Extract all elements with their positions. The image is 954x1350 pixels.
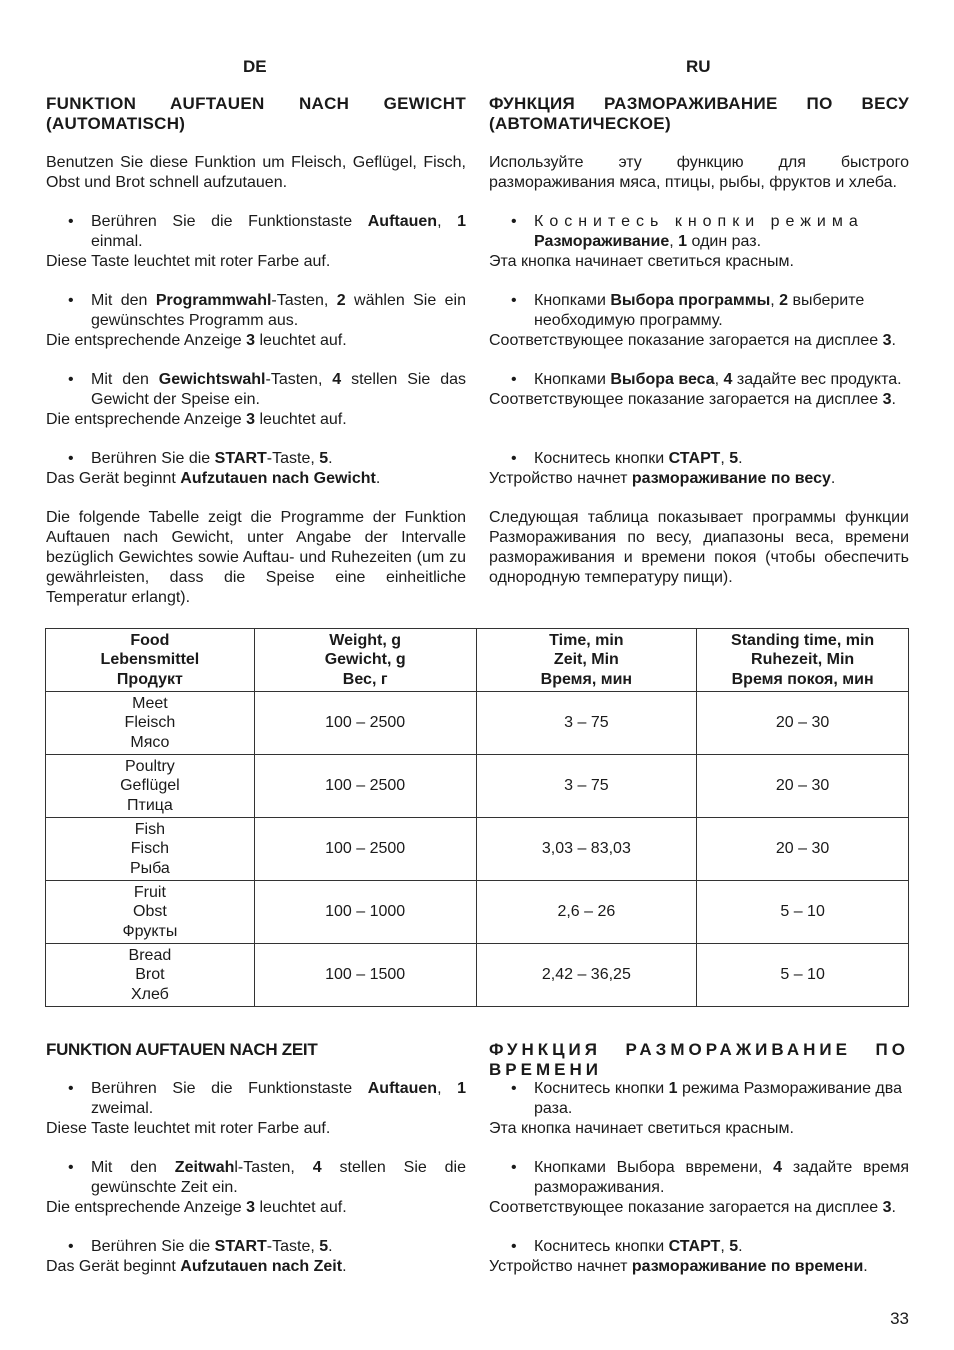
time-cell: 2,6 – 26 — [476, 881, 697, 944]
standing-time-cell: 20 – 30 — [697, 755, 909, 818]
table-row — [46, 944, 909, 1007]
ru-section-title: ФУНКЦИЯ РАЗМОРАЖИВАНИЕ ПО ВЕСУ (АВТОМАТИЧЕСКОЕ) — [489, 94, 909, 133]
standing-time-cell: 20 – 30 — [697, 818, 909, 881]
start-key-label: START — [214, 450, 267, 467]
ru-time-step-1-note: Эта кнопка начинает светиться красным. — [489, 1120, 794, 1137]
de-step-2-note: Die entsprechende Anzeige 3 leuchtet auf. — [46, 332, 347, 349]
ru-step-1: • Коснитесь кнопки режима Размораживание, 1 один раз. Эта кнопка начинает светиться красным. — [489, 212, 909, 272]
gewichtswahl-key-label: Gewichtswahl — [158, 371, 266, 388]
ru-step-2-note: Соответствующее показание загорается на дисплее 3. — [489, 332, 896, 349]
food-cell: Bread Brot Хлеб — [46, 944, 255, 1007]
page-number: 33 — [890, 1309, 909, 1328]
food-cell: Fish Fisch Рыба — [46, 818, 255, 881]
de-step-3-note: Die entsprechende Anzeige 3 leuchtet auf. — [46, 411, 347, 428]
de-step-2: • Mit den Programmwahl-Tasten, 2 wählen Sie ein gewünschtes Programm aus. Die entsprechende Anzeige 3 leuchtet auf. — [46, 291, 466, 351]
de-time-step-1: • Berühren Sie die Funktionstaste Auftauen, 1 zweimal. Diese Taste leuchtet mit roter Farbe auf. — [46, 1079, 466, 1139]
de-section-title-2: FUNKTION AUFTAUEN NACH ZEIT — [46, 1040, 318, 1059]
weight-cell: 100 – 1000 — [254, 881, 476, 944]
time-cell: 3 – 75 — [476, 755, 697, 818]
standing-time-cell: 5 – 10 — [697, 944, 909, 1007]
ru-time-step-3: • Коснитесь кнопки СТАРТ, 5. Устройство начнет размораживание по времени. — [489, 1237, 909, 1277]
ru-time-step-3-note: Устройство начнет размораживание по времени. — [489, 1258, 868, 1275]
ru-table-intro: Следующая таблица показывает программы функции Размораживания по весу, диапазоны веса, времени размораживания и времени покоя (чтобы обеспечить однородную температуру пищи). — [489, 509, 909, 586]
time-cell: 3 – 75 — [476, 692, 697, 755]
ru-time-step-2-note: Соответствующее показание загорается на дисплее 3. — [489, 1199, 896, 1216]
zeitwahl-key-label: Zeitwah — [174, 1159, 235, 1176]
header-time: Time, min Zeit, Min Время, мин — [476, 629, 697, 692]
table-header-row — [46, 629, 909, 692]
de-time-step-2: • Mit den Zeitwahl-Tasten, 4 stellen Sie die gewünschte Zeit ein. Die entsprechende Anzeige 3 leuchtet auf. — [46, 1158, 466, 1218]
weight-cell: 100 – 1500 — [254, 944, 476, 1007]
de-step-4-note: Das Gerät beginnt Aufzutauen nach Gewicht. — [46, 470, 381, 487]
table-row — [46, 818, 909, 881]
weight-cell: 100 – 2500 — [254, 692, 476, 755]
header-weight: Weight, g Gewicht, g Вес, г — [254, 629, 476, 692]
ru-step-4-note: Устройство начнет размораживание по весу. — [489, 470, 836, 487]
weight-cell: 100 – 2500 — [254, 818, 476, 881]
programmwahl-key-label: Programmwahl — [155, 292, 272, 309]
language-label-de: DE — [243, 57, 267, 76]
de-step-3: • Mit den Gewichtswahl-Tasten, 4 stellen Sie das Gewicht der Speise ein. Die entsprechende Anzeige 3 leuchtet auf. — [46, 370, 466, 430]
defrost-programs-table — [45, 628, 909, 1007]
table-row — [46, 692, 909, 755]
time-cell: 3,03 – 83,03 — [476, 818, 697, 881]
de-table-intro: Die folgende Tabelle zeigt die Programme der Funktion Auftauen nach Gewicht, unter Angabe der Intervalle bezüglich Gewichtes sowie Auftau- und Ruhezeiten (um zu gewährleisten, dass die Speise eine einheitliche Temperatur erlangt). — [46, 509, 466, 606]
de-step-1: • Berühren Sie die Funktionstaste Auftauen, 1 einmal. Diese Taste leuchtet mit roter Farbe auf. — [46, 212, 466, 272]
ru-section-title-2: ФУНКЦИЯ РАЗМОРАЖИВАНИЕ ПО ВРЕМЕНИ — [489, 1040, 909, 1079]
table-row — [46, 755, 909, 818]
de-step-1-note: Diese Taste leuchtet mit roter Farbe auf. — [46, 253, 331, 270]
de-section-title: FUNKTION AUFTAUEN NACH GEWICHT (AUTOMATISCH) — [46, 94, 466, 133]
de-step-4: • Berühren Sie die START-Taste, 5. Das Gerät beginnt Aufzutauen nach Gewicht. — [46, 449, 466, 489]
auftauen-key-label: Auftauen — [367, 213, 438, 230]
ru-time-step-1: • Коснитесь кнопки 1 режима Размораживание два раза. Эта кнопка начинает светиться красным. — [489, 1079, 909, 1139]
ru-step-3: • Кнопками Выбора веса, 4 задайте вес продукта. Соответствующее показание загорается на дисплее 3. — [489, 370, 909, 410]
ru-step-1-note: Эта кнопка начинает светиться красным. — [489, 253, 794, 270]
ru-intro-text: Используйте эту функцию для быстрого размораживания мяса, птицы, рыбы, фруктов и хлеба. — [489, 154, 909, 191]
language-label-ru: RU — [686, 57, 711, 76]
de-time-step-3: • Berühren Sie die START-Taste, 5. Das Gerät beginnt Aufzutauen nach Zeit. — [46, 1237, 466, 1277]
de-time-step-3-note: Das Gerät beginnt Aufzutauen nach Zeit. — [46, 1258, 347, 1275]
de-time-step-1-note: Diese Taste leuchtet mit roter Farbe auf. — [46, 1120, 331, 1137]
standing-time-cell: 5 – 10 — [697, 881, 909, 944]
time-cell: 2,42 – 36,25 — [476, 944, 697, 1007]
header-food: Food Lebensmittel Продукт — [46, 629, 255, 692]
food-cell: Poultry Geflügel Птица — [46, 755, 255, 818]
ru-step-4: • Коснитесь кнопки СТАРТ, 5. Устройство начнет размораживание по весу. — [489, 449, 909, 489]
de-time-step-2-note: Die entsprechende Anzeige 3 leuchtet auf. — [46, 1199, 347, 1216]
de-intro-text: Benutzen Sie diese Funktion um Fleisch, Geflügel, Fisch, Obst und Brot schnell aufzutauen. — [46, 154, 466, 191]
ru-step-3-note: Соответствующее показание загорается на дисплее 3. — [489, 391, 896, 408]
ru-step-2: • Кнопками Выбора программы, 2 выберите необходимую программу. Соответствующее показание загорается на дисплее 3. — [489, 291, 909, 351]
header-standing-time: Standing time, min Ruhezeit, Min Время покоя, мин — [697, 629, 909, 692]
food-cell: Meet Fleisch Мясо — [46, 692, 255, 755]
standing-time-cell: 20 – 30 — [697, 692, 909, 755]
weight-cell: 100 – 2500 — [254, 755, 476, 818]
food-cell: Fruit Obst Фрукты — [46, 881, 255, 944]
table-row — [46, 881, 909, 944]
ru-time-step-2: • Кнопками Выбора ввремени, 4 задайте время размораживания. Соответствующее показание загорается на дисплее 3. — [489, 1158, 909, 1218]
